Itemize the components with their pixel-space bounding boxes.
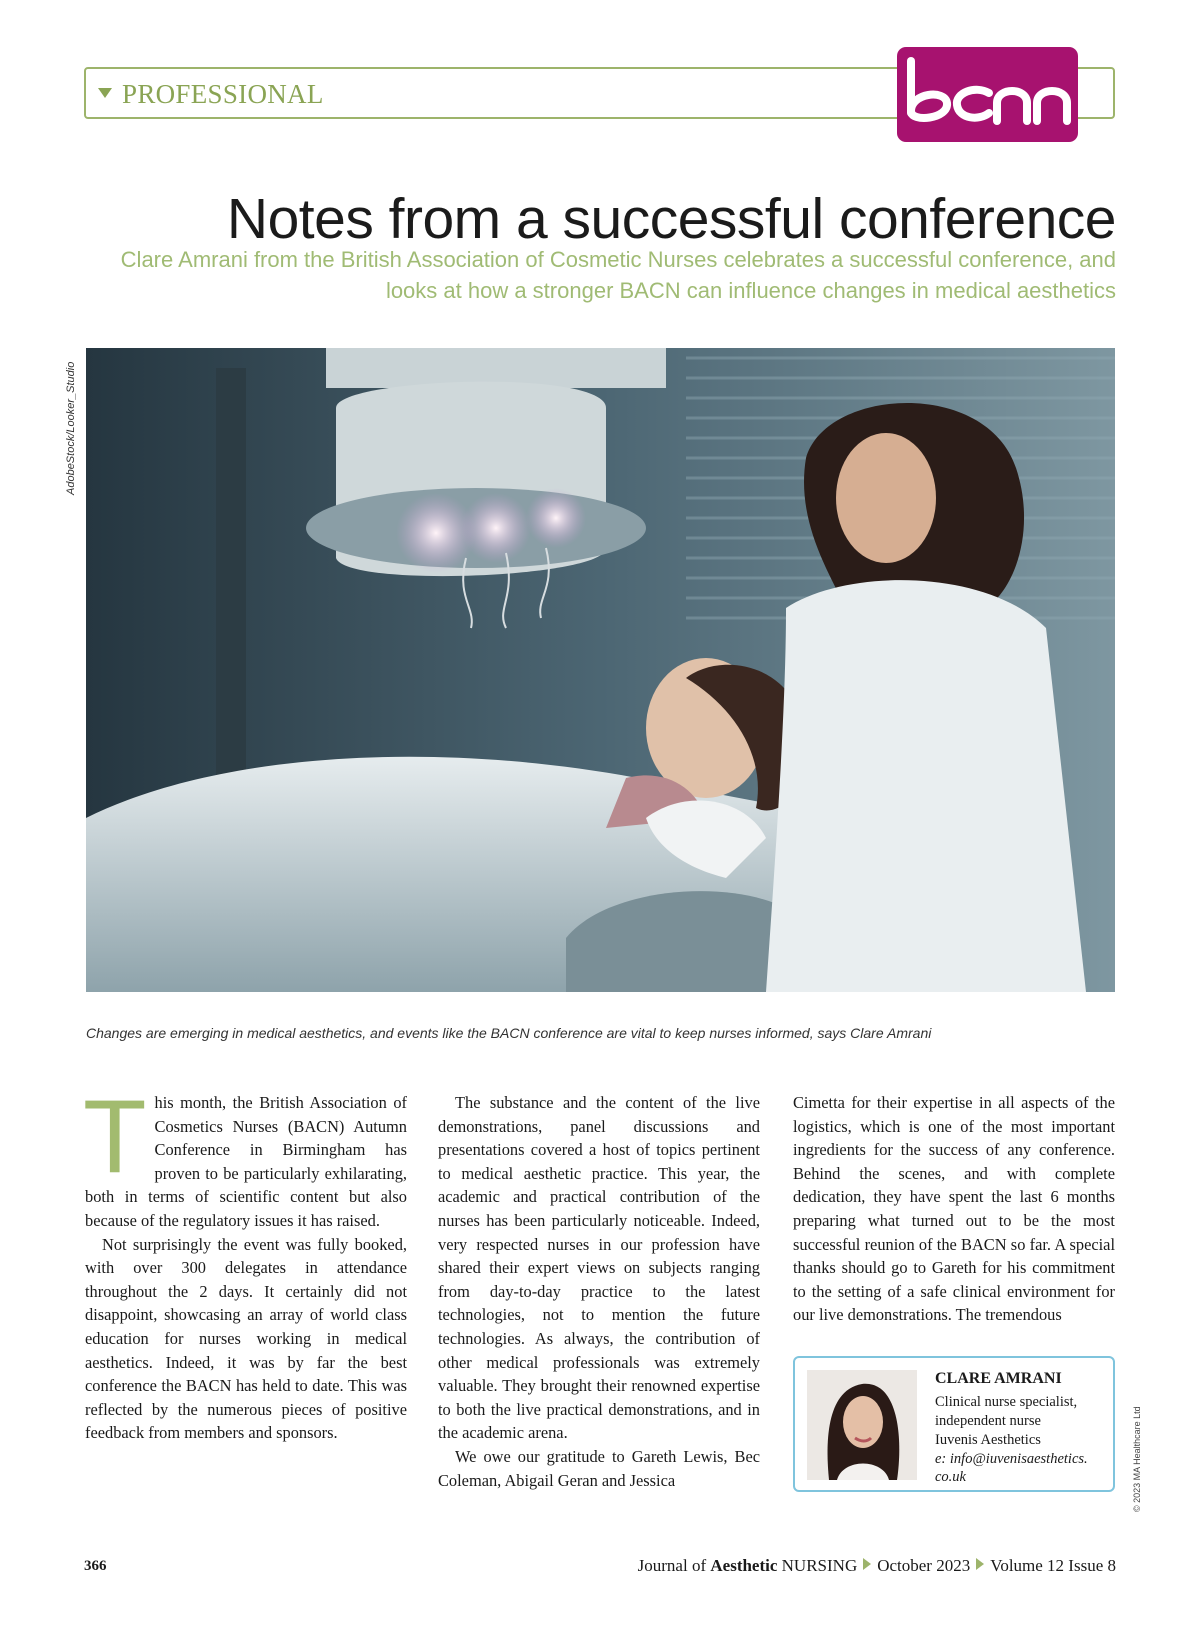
photo-caption: Changes are emerging in medical aesthetics, and events like the BACN conference are vital to keep nurses informed, says Clare Amrani [86, 1025, 932, 1041]
journal-name-bold: Aesthetic [710, 1556, 778, 1575]
journal-prefix: Journal of [637, 1556, 707, 1575]
triangle-down-icon [98, 88, 112, 98]
page-number: 366 [84, 1558, 107, 1574]
journal-footer [638, 1556, 1116, 1576]
volume-issue: Volume 12 Issue 8 [990, 1556, 1116, 1575]
issue-date: October 2023 [877, 1556, 971, 1575]
triangle-right-icon [976, 1558, 984, 1570]
author-portrait [807, 1370, 917, 1480]
copyright-text: © 2023 MA Healthcare Ltd [1132, 1406, 1142, 1512]
author-email[interactable]: e: info@iuvenisaesthetics. [935, 1451, 1088, 1467]
author-role: Clinical nurse specialist, [935, 1394, 1078, 1410]
triangle-right-icon [863, 1558, 871, 1570]
copyright-notice [1130, 1397, 1144, 1512]
body-paragraph: The substance and the content of the live demonstrations, panel discussions and presentations covered a host of topics pertinent to medical aesthetic practice. This year, the academic and practical contribution of the nurses has been particularly noticeable. Indeed, very respected nurses in our profession have shared their expert views on subjects ranging from day-to-day practice to the latest technologies, not to mention the future technologies. As always, the contribution of other medical professionals was extremely valuable. They brought their renowned expertise to both the live practical demonstrations, and in the academic arena. [438, 1093, 760, 1443]
body-text: his month, the British Association of Cosmetics Nurses (BACN) Autumn Conference in Birmingham has proven to be particularly exhilarating, both in terms of scientific content but also because of the regulatory issues it has raised. [85, 1093, 407, 1230]
hero-photo [86, 348, 1115, 992]
author-name: CLARE AMRANI [935, 1370, 1062, 1387]
bacn-logo-mark [897, 47, 1078, 142]
author-box [793, 1356, 1115, 1492]
body-paragraph: Not surprisingly the event was fully booked, with over 300 delegates in attendance throughout the 2 days. It certainly did not disappoint, showcasing an array of world class education for nurses working in medical aesthetics. Indeed, it was by far the best conference the BACN has held to date. This was reflected by the numerous pieces of positive feedback from members and sponsors. [85, 1234, 407, 1443]
section-label-text: PROFESSIONAL [122, 79, 324, 109]
hero-photo-illustration [86, 348, 1115, 992]
bacn-logo [897, 47, 1078, 142]
body-paragraph: We owe our gratitude to Gareth Lewis, Bec Coleman, Abigail Geran and Jessica [438, 1446, 760, 1490]
photo-credit [62, 355, 82, 495]
body-paragraph: Cimetta for their expertise in all aspects of the logistics, which is one of the most important ingredients for the success of any conference. Behind the scenes, and with complete dedication, they have spent the last 6 months preparing what turned out to be the most successful reunion of the BACN so far. A special thanks should go to Gareth for his commitment to the setting of a safe clinical environment for our live demonstrations. The tremendous [793, 1093, 1115, 1325]
author-email-cont[interactable]: co.uk [935, 1469, 966, 1485]
body-column-1 [83, 1079, 407, 1445]
dropcap: T [83, 1079, 147, 1195]
body-paragraph [83, 1079, 407, 1233]
article-subtitle: Clare Amrani from the British Association of Cosmetic Nurses celebrates a successful conference, and looks at how a stronger BACN can influence changes in medical aesthetics [120, 247, 1116, 303]
section-label [98, 79, 324, 110]
author-photo [807, 1370, 917, 1480]
author-company: Iuvenis Aesthetics [935, 1432, 1041, 1448]
journal-suffix: NURSING [781, 1556, 858, 1575]
author-role-cont: independent nurse [935, 1413, 1041, 1429]
body-column-2 [438, 1091, 760, 1492]
photo-credit-text: AdobeStock/Looker_Studio [65, 361, 77, 495]
article-title: Notes from a successful conference [226, 187, 1116, 251]
body-column-3 [793, 1091, 1115, 1327]
